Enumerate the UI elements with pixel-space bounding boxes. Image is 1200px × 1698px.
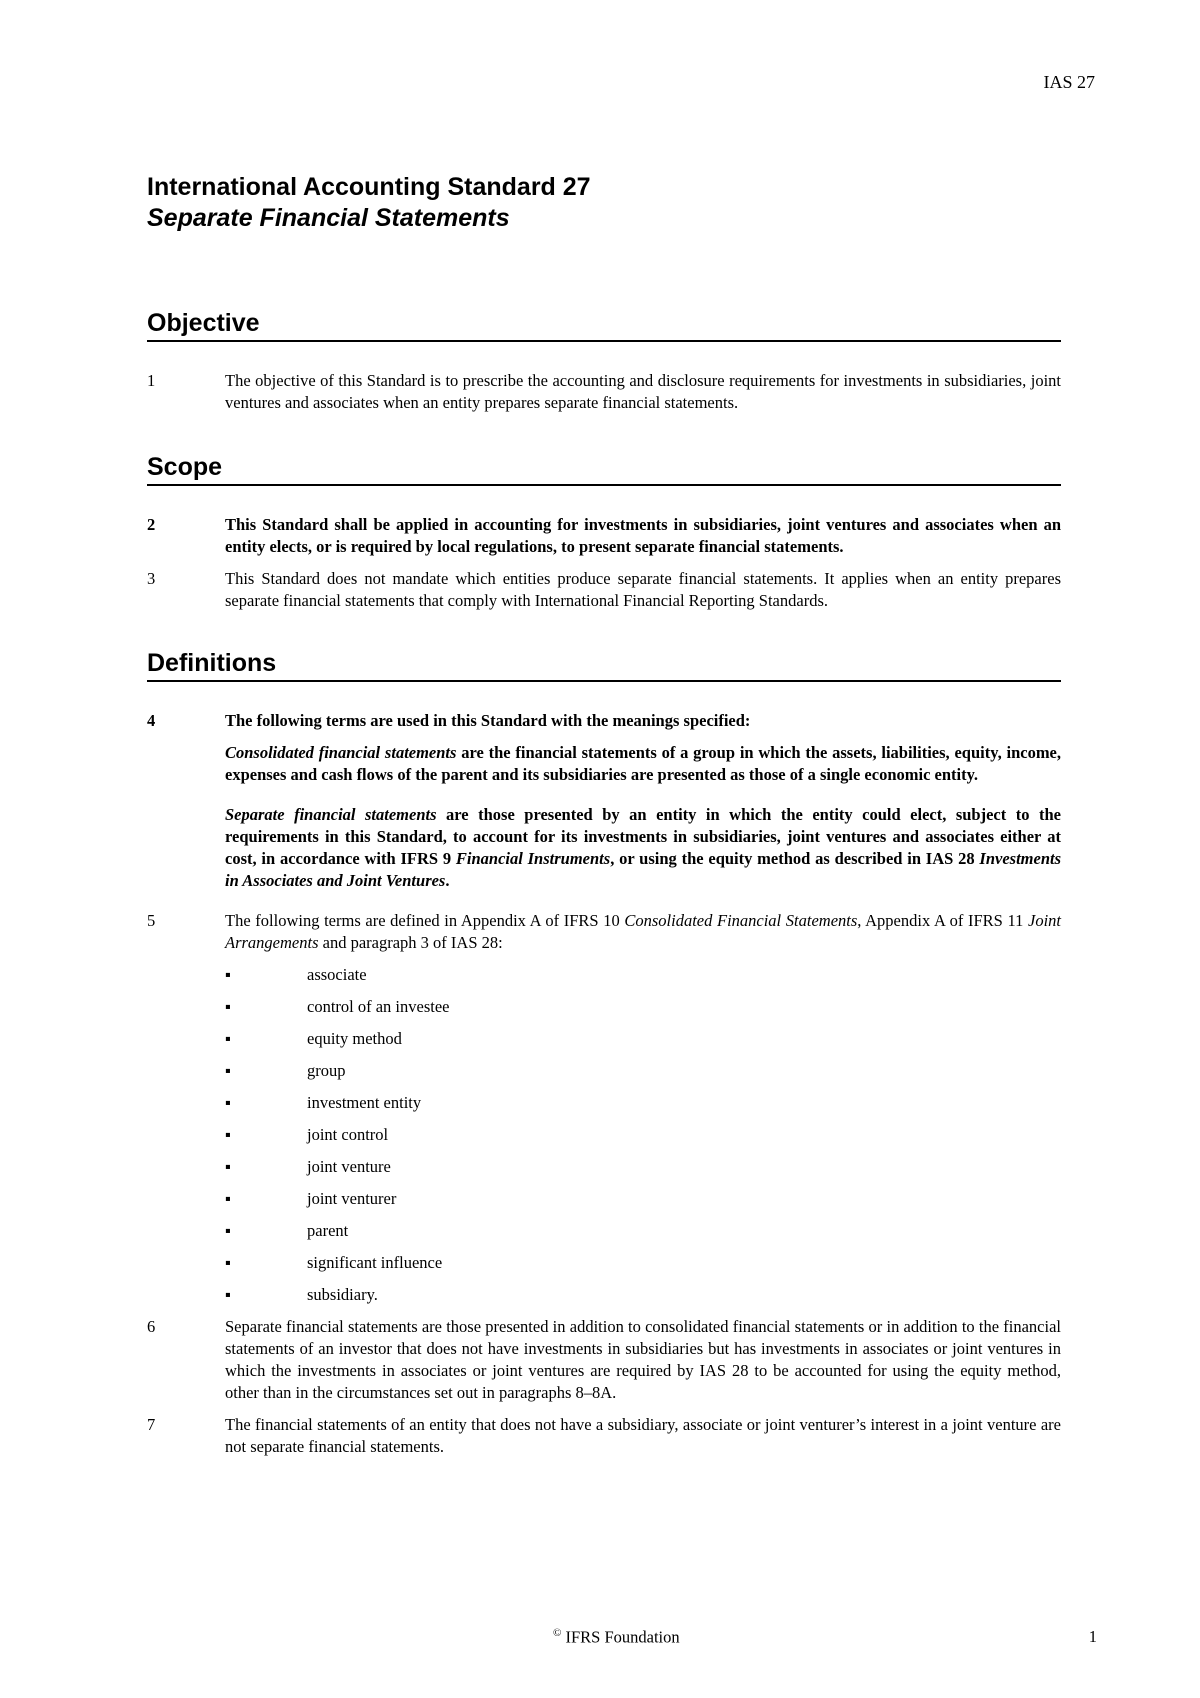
standard-title: Joint Arrangements bbox=[225, 911, 1061, 952]
paragraph-text: The financial statements of an entity that does not have a subsidiary, associate or joint venturer’s interest in a joint venture are not separate financial statements. bbox=[225, 1415, 1061, 1456]
definition-text: . bbox=[445, 871, 450, 890]
list-item bbox=[225, 1060, 1061, 1082]
section-heading-objective: Objective bbox=[147, 308, 1061, 342]
defined-term: Separate financial statements bbox=[225, 805, 437, 824]
list-item bbox=[225, 1252, 1061, 1274]
paragraph-number: 4 bbox=[147, 711, 156, 730]
paragraph-6 bbox=[147, 1316, 1061, 1404]
paragraph-1 bbox=[147, 370, 1061, 414]
defined-term: joint control bbox=[307, 1125, 389, 1144]
defined-term: subsidiary. bbox=[307, 1285, 378, 1304]
paragraph-text: The following terms are used in this Standard with the meanings specified: bbox=[225, 711, 751, 730]
bullet-icon: ▪ bbox=[225, 1285, 231, 1304]
page-title: International Accounting Standard 27 bbox=[147, 173, 591, 201]
paragraph-2 bbox=[147, 514, 1061, 558]
defined-terms-list bbox=[225, 964, 1061, 1306]
copyright-holder: IFRS Foundation bbox=[561, 1627, 680, 1647]
definition-text: are those presented by an entity in which the entity could elect, subject to the requirements in this Standard, to account for its investments in subsidiaries, joint ventures and associates either at cost, in accordance with IFRS 9 bbox=[225, 805, 1061, 868]
footer-copyright bbox=[553, 1627, 680, 1648]
bullet-icon: ▪ bbox=[225, 1061, 231, 1080]
paragraph-number: 6 bbox=[147, 1317, 156, 1336]
bullet-icon: ▪ bbox=[225, 965, 231, 984]
paragraph-5 bbox=[147, 910, 1061, 954]
text-run: and paragraph 3 of IAS 28: bbox=[318, 933, 503, 952]
list-item bbox=[225, 1028, 1061, 1050]
defined-term: group bbox=[307, 1061, 346, 1080]
standard-title: Investments in Associates and Joint Ventures bbox=[225, 849, 1062, 890]
paragraph-7 bbox=[147, 1414, 1061, 1458]
paragraph-number: 7 bbox=[147, 1415, 156, 1434]
paragraph-number: 3 bbox=[147, 569, 156, 588]
paragraph-4 bbox=[147, 710, 1061, 732]
defined-term: equity method bbox=[307, 1029, 402, 1048]
list-item bbox=[225, 1124, 1061, 1146]
paragraph-text: This Standard does not mandate which entities produce separate financial statements. It applies when an entity prepares separate financial statements that comply with International Financial Reporting Standards. bbox=[225, 569, 1061, 610]
list-item bbox=[225, 1284, 1061, 1306]
defined-term: Consolidated financial statements bbox=[225, 743, 457, 762]
bullet-icon: ▪ bbox=[225, 997, 231, 1016]
page-subtitle: Separate Financial Statements bbox=[147, 204, 510, 232]
defined-term: investment entity bbox=[307, 1093, 422, 1112]
defined-term: joint venture bbox=[307, 1157, 391, 1176]
defined-term: associate bbox=[307, 965, 367, 984]
defined-term: control of an investee bbox=[307, 997, 450, 1016]
copyright-symbol: © bbox=[553, 1627, 562, 1639]
bullet-icon: ▪ bbox=[225, 1029, 231, 1048]
bullet-icon: ▪ bbox=[225, 1221, 231, 1240]
definition-text: are the financial statements of a group in which the assets, liabilities, equity, income, expenses and cash flows of the parent and its subsidiaries are presented as those of a single economic entity. bbox=[225, 743, 1062, 784]
list-item bbox=[225, 1220, 1061, 1242]
defined-term: parent bbox=[307, 1221, 349, 1240]
bullet-icon: ▪ bbox=[225, 1189, 231, 1208]
paragraph-number: 2 bbox=[147, 515, 156, 534]
paragraph-3 bbox=[147, 568, 1061, 612]
list-item bbox=[225, 1156, 1061, 1178]
list-item bbox=[225, 964, 1061, 986]
definition-text: , or using the equity method as described in IAS 28 bbox=[610, 849, 980, 868]
bullet-icon: ▪ bbox=[225, 1253, 231, 1272]
paragraph-number: 5 bbox=[147, 911, 156, 930]
bullet-icon: ▪ bbox=[225, 1125, 231, 1144]
paragraph-number: 1 bbox=[147, 371, 156, 390]
standard-title: Consolidated Financial Statements bbox=[624, 911, 858, 930]
defined-term: joint venturer bbox=[307, 1189, 397, 1208]
list-item bbox=[225, 1092, 1061, 1114]
section-heading-scope: Scope bbox=[147, 452, 1061, 486]
paragraph-text bbox=[225, 910, 1061, 954]
list-item bbox=[225, 996, 1061, 1018]
document-body bbox=[147, 172, 1061, 1458]
page-number: 1 bbox=[1088, 1627, 1097, 1646]
defined-term: significant influence bbox=[307, 1253, 443, 1272]
standard-title: Financial Instruments bbox=[455, 849, 611, 868]
definition-consolidated-financial-statements bbox=[225, 742, 1061, 786]
text-run: The following terms are defined in Appendix A of IFRS 10 bbox=[225, 911, 625, 930]
bullet-icon: ▪ bbox=[225, 1093, 231, 1112]
header-code: IAS 27 bbox=[1043, 72, 1095, 92]
bullet-icon: ▪ bbox=[225, 1157, 231, 1176]
list-item bbox=[225, 1188, 1061, 1210]
paragraph-text: The objective of this Standard is to prescribe the accounting and disclosure requirements for investments in subsidiaries, joint ventures and associates when an entity prepares separate financial statements. bbox=[225, 371, 1061, 412]
paragraph-text: This Standard shall be applied in accounting for investments in subsidiaries, joint ventures and associates when an entity elects, or is required by local regulations, to present separate financial statements. bbox=[225, 515, 1061, 556]
paragraph-text: Separate financial statements are those presented in addition to consolidated financial statements or in addition to the financial statements of an investor that does not have investments in subsidiaries but has investments in associates or joint ventures in which the investments in associates or joint ventures are required by IAS 28 to be accounted for using the equity method, other than in the circumstances set out in paragraphs 8–8A. bbox=[225, 1317, 1061, 1402]
text-run: , Appendix A of IFRS 11 bbox=[857, 911, 1028, 930]
definition-separate-financial-statements bbox=[225, 804, 1061, 892]
section-heading-definitions: Definitions bbox=[147, 648, 1061, 682]
